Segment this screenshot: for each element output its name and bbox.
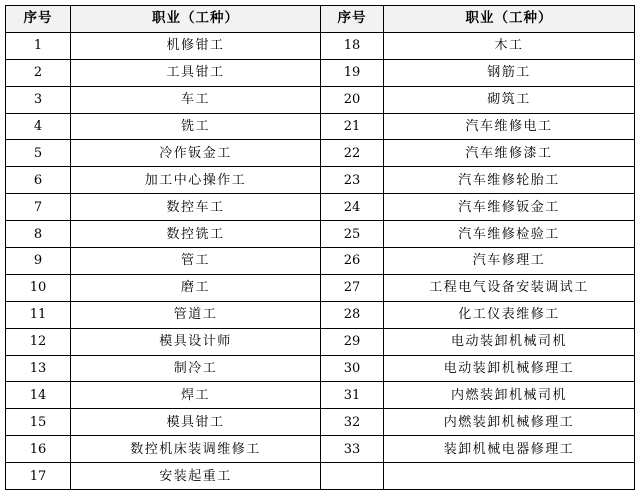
occupation-table bbox=[5, 5, 635, 490]
table-row bbox=[6, 463, 635, 490]
occupation-cell-left: 数控车工 bbox=[71, 194, 321, 221]
header-occupation-right: 职业（工种） bbox=[384, 6, 635, 33]
occupation-cell-left: 工具钳工 bbox=[71, 59, 321, 86]
occupation-cell-right: 内燃装卸机械司机 bbox=[384, 382, 635, 409]
serial-cell-left: 5 bbox=[6, 140, 71, 167]
occupation-cell-left: 制冷工 bbox=[71, 355, 321, 382]
occupation-cell-right: 装卸机械电器修理工 bbox=[384, 436, 635, 463]
occupation-cell-right: 内燃装卸机械修理工 bbox=[384, 409, 635, 436]
serial-cell-right: 33 bbox=[321, 436, 384, 463]
serial-cell-left: 3 bbox=[6, 86, 71, 113]
table-header-row bbox=[6, 6, 635, 33]
table-row bbox=[6, 59, 635, 86]
serial-cell-right: 29 bbox=[321, 328, 384, 355]
header-serial-right: 序号 bbox=[321, 6, 384, 33]
serial-cell-left: 8 bbox=[6, 221, 71, 248]
serial-cell-right bbox=[321, 463, 384, 490]
table-body bbox=[6, 32, 635, 489]
table-row bbox=[6, 274, 635, 301]
occupation-cell-right: 汽车维修电工 bbox=[384, 113, 635, 140]
serial-cell-left: 1 bbox=[6, 32, 71, 59]
occupation-cell-right: 电动装卸机械司机 bbox=[384, 328, 635, 355]
serial-cell-left: 6 bbox=[6, 167, 71, 194]
serial-cell-left: 17 bbox=[6, 463, 71, 490]
serial-cell-right: 26 bbox=[321, 248, 384, 275]
occupation-cell-left: 磨工 bbox=[71, 274, 321, 301]
serial-cell-right: 24 bbox=[321, 194, 384, 221]
occupation-cell-left: 模具钳工 bbox=[71, 409, 321, 436]
table-row bbox=[6, 221, 635, 248]
serial-cell-left: 4 bbox=[6, 113, 71, 140]
table-row bbox=[6, 328, 635, 355]
table-row bbox=[6, 167, 635, 194]
header-occupation-left: 职业（工种） bbox=[71, 6, 321, 33]
occupation-cell-left: 模具设计师 bbox=[71, 328, 321, 355]
table-row bbox=[6, 436, 635, 463]
occupation-cell-right: 汽车维修钣金工 bbox=[384, 194, 635, 221]
serial-cell-left: 13 bbox=[6, 355, 71, 382]
table-row bbox=[6, 355, 635, 382]
occupation-cell-left: 焊工 bbox=[71, 382, 321, 409]
header-serial-left: 序号 bbox=[6, 6, 71, 33]
serial-cell-right: 28 bbox=[321, 301, 384, 328]
serial-cell-right: 22 bbox=[321, 140, 384, 167]
occupation-cell-left: 数控铣工 bbox=[71, 221, 321, 248]
serial-cell-right: 19 bbox=[321, 59, 384, 86]
occupation-cell-right: 电动装卸机械修理工 bbox=[384, 355, 635, 382]
serial-cell-left: 14 bbox=[6, 382, 71, 409]
occupation-cell-right: 汽车维修检验工 bbox=[384, 221, 635, 248]
table-row bbox=[6, 382, 635, 409]
table-row bbox=[6, 301, 635, 328]
occupation-cell-right: 砌筑工 bbox=[384, 86, 635, 113]
occupation-cell-right: 汽车维修漆工 bbox=[384, 140, 635, 167]
serial-cell-left: 12 bbox=[6, 328, 71, 355]
serial-cell-right: 32 bbox=[321, 409, 384, 436]
occupation-cell-right: 钢筋工 bbox=[384, 59, 635, 86]
table-row bbox=[6, 140, 635, 167]
serial-cell-right: 20 bbox=[321, 86, 384, 113]
serial-cell-right: 31 bbox=[321, 382, 384, 409]
occupation-cell-right: 汽车维修轮胎工 bbox=[384, 167, 635, 194]
serial-cell-left: 9 bbox=[6, 248, 71, 275]
table-row bbox=[6, 86, 635, 113]
occupation-cell-left: 管道工 bbox=[71, 301, 321, 328]
serial-cell-left: 16 bbox=[6, 436, 71, 463]
occupation-cell-left: 铣工 bbox=[71, 113, 321, 140]
serial-cell-right: 21 bbox=[321, 113, 384, 140]
serial-cell-right: 30 bbox=[321, 355, 384, 382]
table-row bbox=[6, 32, 635, 59]
occupation-cell-left: 管工 bbox=[71, 248, 321, 275]
serial-cell-left: 15 bbox=[6, 409, 71, 436]
occupation-cell-right: 化工仪表维修工 bbox=[384, 301, 635, 328]
occupation-cell-right: 木工 bbox=[384, 32, 635, 59]
table-row bbox=[6, 113, 635, 140]
occupation-cell-left: 机修钳工 bbox=[71, 32, 321, 59]
table-row bbox=[6, 409, 635, 436]
occupation-cell-left: 数控机床装调维修工 bbox=[71, 436, 321, 463]
serial-cell-left: 7 bbox=[6, 194, 71, 221]
occupation-cell-left: 车工 bbox=[71, 86, 321, 113]
occupation-cell-right: 汽车修理工 bbox=[384, 248, 635, 275]
serial-cell-right: 27 bbox=[321, 274, 384, 301]
serial-cell-right: 25 bbox=[321, 221, 384, 248]
serial-cell-left: 11 bbox=[6, 301, 71, 328]
occupation-cell-left: 安装起重工 bbox=[71, 463, 321, 490]
occupation-cell-right: 工程电气设备安装调试工 bbox=[384, 274, 635, 301]
occupation-cell-right bbox=[384, 463, 635, 490]
serial-cell-left: 2 bbox=[6, 59, 71, 86]
table-row bbox=[6, 194, 635, 221]
serial-cell-right: 18 bbox=[321, 32, 384, 59]
occupation-cell-left: 加工中心操作工 bbox=[71, 167, 321, 194]
serial-cell-left: 10 bbox=[6, 274, 71, 301]
serial-cell-right: 23 bbox=[321, 167, 384, 194]
occupation-cell-left: 冷作钣金工 bbox=[71, 140, 321, 167]
table-row bbox=[6, 248, 635, 275]
